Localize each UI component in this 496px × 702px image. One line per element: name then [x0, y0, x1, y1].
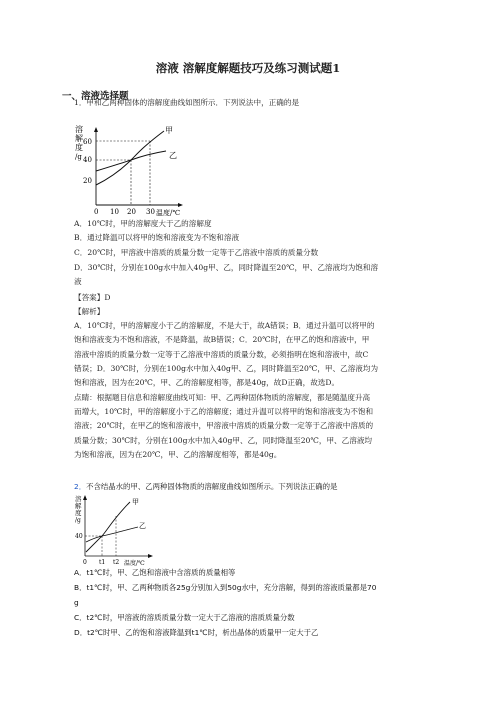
q1-ytick: 40: [83, 156, 92, 164]
q1-label-yi: 乙: [169, 151, 177, 160]
q1-option-b: B．通过降温可以将甲的饱和溶液变为不饱和溶液: [74, 233, 240, 242]
q1-ylabel-char: 解: [75, 134, 83, 143]
q1-analysis-line: 为饱和溶液，因为在20℃，甲、乙的溶解度相等，都是40g。: [74, 450, 282, 459]
q2-stem: 不含结晶水的甲、乙两种固体物质的溶解度曲线如图所示。下列说法正确的是: [86, 482, 338, 491]
q2-xlabel: 温度/℃: [124, 560, 145, 566]
q2-ylabel-char: 度: [75, 509, 82, 517]
q2-solubility-chart: [74, 494, 170, 566]
q1-xtick: 20: [127, 208, 136, 216]
q1-ylabel-char: /g: [75, 153, 82, 161]
q1-xtick: 0: [94, 208, 99, 216]
q1-analysis-line: 饱和溶液变为不饱和溶液，不是降温，故B错误；C．20℃时，在甲乙的饱和溶液中，甲: [74, 335, 370, 344]
q1-option-d-cont: 液: [74, 277, 82, 286]
q1-analysis-line: 质量分数；30℃时，分别在100g水中加入40g甲、乙，同时降温至20℃，甲、乙溶液均: [74, 436, 373, 445]
q2-ylabel-char: 溶: [75, 495, 82, 503]
q2-x-arrow: [148, 554, 153, 558]
q2-option-b: B．t1℃时，甲、乙两种物质各25g分别加入到50g水中，充分溶解，得到的溶液质量都是70: [74, 583, 377, 592]
q1-analysis-line: 而增大，10℃时，甲的溶解度小于乙的溶解度；通过升温可以将甲的饱和溶液变为不饱和: [74, 407, 374, 416]
q1-ytick: 20: [83, 177, 92, 185]
q1-xlabel: 温度/℃: [156, 209, 181, 217]
q2-ylabel-char: 解: [75, 502, 82, 510]
q1-curve-jia: [96, 131, 164, 185]
q1-ylabel-char: 度: [75, 143, 83, 152]
q1-analysis-line: 溶液；20℃时，在甲乙的饱和溶液中，甲溶液中溶质的质量分数一定等于乙溶液中溶质的: [74, 421, 374, 430]
q1-ytick: 60: [83, 138, 92, 146]
q1-label-jia: 甲: [165, 126, 173, 135]
q1-solubility-chart: [74, 125, 194, 217]
q2-ylabel-char: /g: [75, 517, 81, 524]
q2-option-c: C．t2℃时，甲溶液的溶质质量分数一定大于乙溶液的溶质质量分数: [74, 613, 295, 622]
q2-option-a: A．t1℃时，甲、乙饱和溶液中含溶质的质量相等: [74, 568, 236, 577]
q1-xtick: 10: [110, 208, 119, 216]
q2-option-d: D．t2℃时甲、乙的饱和溶液降温到t1℃时，析出晶体的质量甲一定大于乙: [74, 628, 319, 637]
q1-option-c: C．20℃时，甲溶液中溶质的质量分数一定等于乙溶液中溶质的质量分数: [74, 248, 319, 257]
q2-number: 2．: [74, 482, 87, 491]
section-heading: 一、溶液选择题: [62, 91, 129, 102]
q1-ylabel-char: 溶: [75, 125, 83, 134]
q1-analysis-line: 错误；D．30℃时，分别在100g水中加入40g甲、乙，同时降温至20℃，甲、乙溶液均为: [74, 364, 379, 373]
q2-curve-yi: [86, 527, 138, 542]
q2-stem-row: [74, 481, 337, 493]
q2-label-yi: 乙: [139, 522, 146, 530]
q1-analysis-title: 【解析】: [74, 307, 105, 316]
q1-analysis-line: 饱和溶液，因为在20℃，甲、乙的溶解度相等，都是40g，故D正确，故选D。: [74, 378, 340, 387]
q2-option-b-cont: g: [74, 598, 79, 607]
q2-xtick: t2: [113, 559, 120, 566]
q1-analysis-line: 点睛：根据题目信息和溶解度曲线可知：甲、乙两种固体物质的溶解度，都是随温度升高: [74, 393, 371, 402]
q2-label-jia: 甲: [132, 498, 139, 506]
q2-xtick: t1: [99, 559, 106, 566]
q1-analysis-line: A．10℃时，甲的溶解度小于乙的溶解度，不是大于，故A错误；B．通过升温可以将甲的: [74, 321, 375, 330]
q1-y-arrow: [94, 127, 98, 132]
q1-x-arrow: [178, 203, 183, 207]
q2-curve-jia: [86, 502, 130, 552]
q2-xtick: 0: [83, 559, 87, 566]
q1-stem: 1．甲和乙两种固体的溶解度曲线如图所示．下列说法中，正确的是: [74, 98, 300, 107]
q1-xtick: 30: [146, 208, 155, 216]
q1-option-d: D．30℃时，分别在100g水中加入40g甲、乙，同时降温至20℃，甲、乙溶液均为饱和溶: [74, 263, 379, 272]
page-title: 溶液 溶解度解题技巧及练习测试题1: [155, 61, 341, 75]
q2-ytick: 40: [75, 533, 83, 540]
q2-y-arrow: [83, 495, 87, 500]
q1-analysis-line: 溶液中溶质的质量分数一定等于乙溶液中溶质的质量分数，必须指明在饱和溶液中，故C: [74, 350, 369, 359]
q1-option-a: A．10℃时，甲的溶解度大于乙的溶解度: [74, 219, 212, 228]
q1-answer: 【答案】D: [74, 293, 111, 302]
